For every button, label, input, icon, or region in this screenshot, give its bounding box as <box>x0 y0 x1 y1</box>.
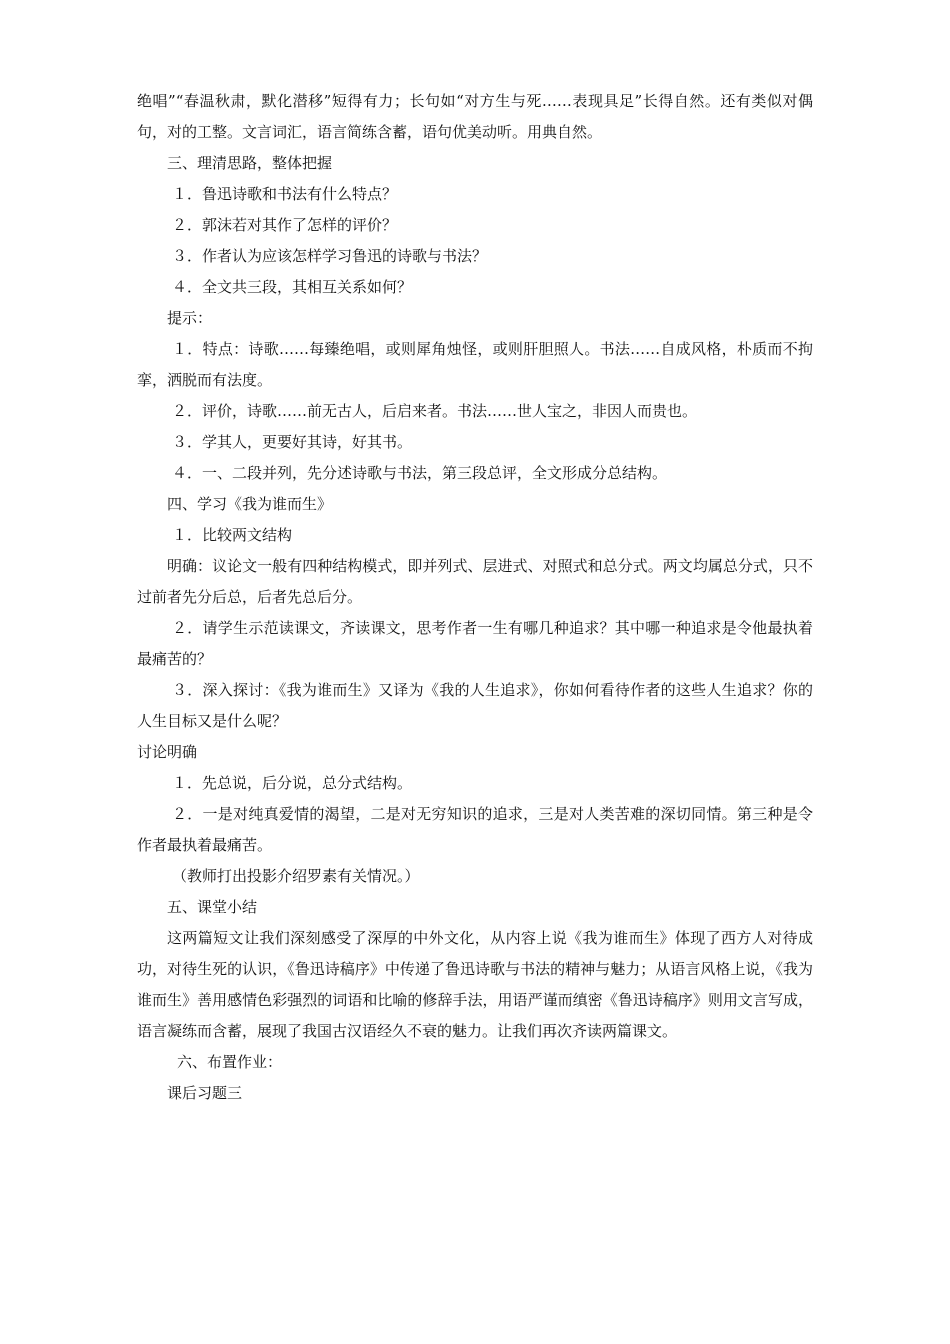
paragraph: ４．全文共三段，其相互关系如何？ <box>172 278 413 296</box>
paragraph: ３．学其人，更要好其诗，好其书。 <box>172 433 413 451</box>
paragraph: ４．一、二段并列，先分述诗歌与书法，第三段总评，全文形成分总结构。 <box>172 464 668 482</box>
document-body <box>137 86 813 1109</box>
paragraph: ２．郭沫若对其作了怎样的评价？ <box>172 216 398 234</box>
paragraph: ２．一是对纯真爱情的渴望，二是对无穷知识的追求，三是对人类苦难的深切同情。第三种是令作者最执着最痛苦。 <box>137 805 813 854</box>
paragraph: 这两篇短文让我们深刻感受了深厚的中外文化，从内容上说《我为谁而生》体现了西方人对待成功，对待生死的认识，《鲁迅诗稿序》中传递了鲁迅诗歌与书法的精神与魅力；从语言风格上说，《我为谁而生》善用感情色彩强烈的词语和比喻的修辞手法，用语严谨而缜密《鲁迅诗稿序》则用文言写成，语言凝练而含蓄，展现了我国古汉语经久不衰的魅力。让我们再次齐读两篇课文。 <box>137 929 813 1040</box>
paragraph: ３．深入探讨：《我为谁而生》又译为《我的人生追求》，你如何看待作者的这些人生追求？你的人生目标又是什么呢？ <box>137 681 813 730</box>
paragraph: 课后习题三 <box>167 1084 243 1102</box>
paragraph: 五、课堂小结 <box>167 898 258 916</box>
paragraph: （教师打出投影介绍罗素有关情况。） <box>172 867 420 885</box>
paragraph: 讨论明确 <box>137 743 198 761</box>
paragraph: １．先总说，后分说，总分式结构。 <box>172 774 413 792</box>
paragraph: 四、学习《我为谁而生》 <box>167 495 333 513</box>
paragraph: 六、布置作业： <box>177 1053 283 1071</box>
paragraph: １．比较两文结构 <box>172 526 293 544</box>
paragraph: 提示： <box>167 309 213 327</box>
paragraph: 明确：议论文一般有四种结构模式，即并列式、层进式、对照式和总分式。两文均属总分式，只不过前者先分后总，后者先总后分。 <box>137 557 813 606</box>
paragraph: ２．请学生示范读课文，齐读课文，思考作者一生有哪几种追求？其中哪一种追求是令他最执着最痛苦的？ <box>137 619 813 668</box>
paragraph: ２．评价，诗歌……前无古人，后启来者。书法……世人宝之，非因人而贵也。 <box>172 402 698 420</box>
paragraph: １．特点：诗歌……每臻绝唱，或则犀角烛怪，或则肝胆照人。书法……自成风格，朴质而不拘挛，洒脱而有法度。 <box>137 340 813 389</box>
paragraph: １．鲁迅诗歌和书法有什么特点？ <box>172 185 398 203</box>
paragraph: 三、理清思路，整体把握 <box>167 154 333 172</box>
paragraph: 绝唱”“春温秋肃，默化潜移”短得有力；长句如“对方生与死……表现具足”长得自然。还有类似对偶句，对的工整。文言词汇，语言简练含蓄，语句优美动听。用典自然。 <box>137 92 813 141</box>
paragraph: ３．作者认为应该怎样学习鲁迅的诗歌与书法？ <box>172 247 488 265</box>
